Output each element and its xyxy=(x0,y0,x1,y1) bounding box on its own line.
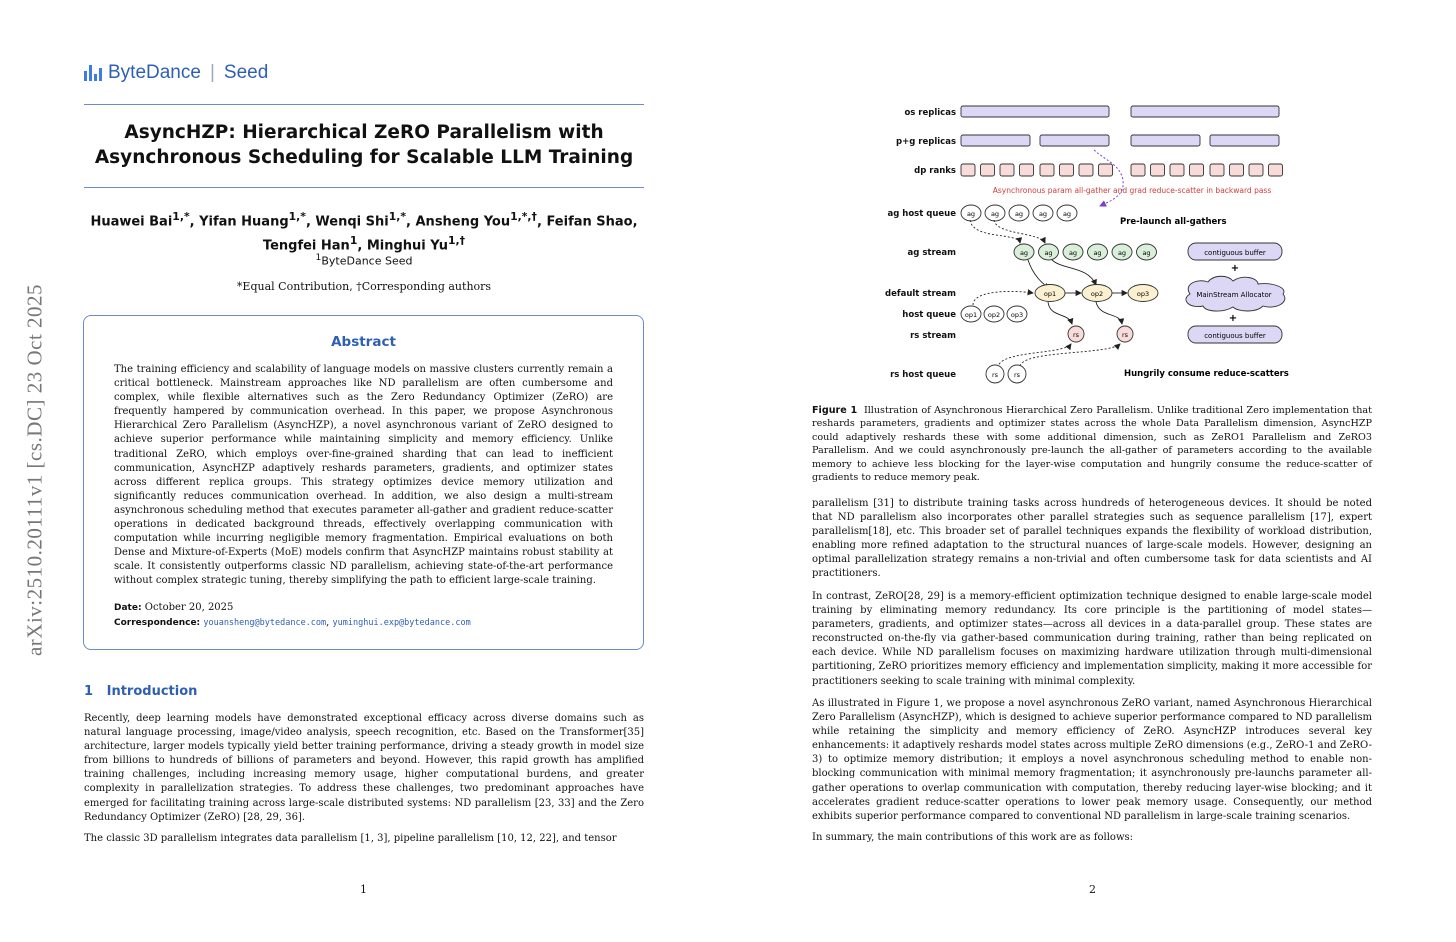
ag-label: ag xyxy=(1093,249,1102,257)
ag-label: ag xyxy=(1014,210,1024,218)
svg-text:contiguous buffer: contiguous buffer xyxy=(1204,249,1266,257)
ag-label: ag xyxy=(1019,249,1029,257)
email-link[interactable]: youansheng@bytedance.com xyxy=(203,618,327,628)
brand-name: ByteDance xyxy=(108,62,201,83)
title-rule xyxy=(84,187,644,188)
ag-label: ag xyxy=(1142,249,1151,257)
dp-rank-box xyxy=(1099,164,1113,176)
dp-rank-box xyxy=(1230,164,1244,176)
hungrily-label: Hungrily consume reduce-scatters xyxy=(1124,369,1289,379)
op-label: op3 xyxy=(1010,311,1024,319)
pg-replica-bar xyxy=(1131,135,1200,146)
section-heading-introduction: 1 Introduction xyxy=(84,684,198,699)
svg-text:rs: rs xyxy=(991,371,999,379)
intro-paragraph-2: The classic 3D parallelism integrates data parallelism [1, 3], pipeline parallelism [10, 12, 22], and tensor xyxy=(84,833,617,844)
dp-rank-box xyxy=(1020,164,1034,176)
pg-replica-bar xyxy=(1210,135,1279,146)
dp-rank-box xyxy=(1170,164,1184,176)
dp-rank-box xyxy=(1060,164,1074,176)
ag-label: ag xyxy=(1044,249,1053,257)
dp-rank-box xyxy=(1210,164,1224,176)
affiliation: $^1$ByteDance Seed xyxy=(315,252,413,268)
ag-label: ag xyxy=(1062,210,1072,218)
row-label: p+g replicas xyxy=(896,137,956,147)
row-label: ag stream xyxy=(907,248,956,258)
author: Ansheng You xyxy=(415,214,511,230)
page2-paragraph-2: In contrast, ZeRO[28, 29] is a memory-efficient optimization technique designed to enable large-scale model training by eliminating memory redundancy. Its core principle is the partitioning of model states—parameters, gradients, and optimizer states—across all devices in a data-parallel group. These states are reconstructed on-the-fly via gather-based communication during training, rather than being replicated on each device. While ND parallelism focuses on maximizing hardware utilization through multi-dimensional partitioning, ZeRO prioritizes memory efficiency and implementation simplicity, making it more accessible for practitioners seeking to scale training with minimal complexity. xyxy=(812,591,1372,687)
dp-rank-box xyxy=(1269,164,1283,176)
op-label: op2 xyxy=(1090,290,1104,298)
ag-label: ag xyxy=(1068,249,1078,257)
date-line: Date: October 20, 2025 xyxy=(114,602,234,613)
abstract-body: The training efficiency and scalability of language models on massive clusters currently remain a critical bottleneck. Mainstream approaches like ND parallelism are often cumbersome and complex, while flexible alternatives such as the Zero Redundancy Optimizer (ZeRO) are frequently hampered by communication overhead. In this paper, we propose Asynchronous Hierarchical Zero Parallelism (AsyncHZP), a novel asynchronous variant of ZeRO designed to achieve superior performance while maintaining simplicity and memory efficiency. Unlike traditional ZeRO, which employs over-fine-grained sharding that can lead to inefficient communication, AsyncHZP adaptively reshards parameters, gradients, and optimizer states across different replica groups. This strategy optimizes device memory utilization and significantly reduces communication overhead. In addition, we also design a multi-stream asynchronous scheduling method that executes parameter all-gather and gradient reduce-scatter operations in dedicated background threads, effectively overlapping communication with computation while incurring negligible memory fragmentation. Empirical evaluations on both Dense and Mixture-of-Experts (MoE) models confirm that AsyncHZP maintains robust stability at scale. It consistently outperforms classic ND parallelism, achieving state-of-the-art performance without complex strategic tuning, thereby simplifying the path to efficient large-scale training. xyxy=(114,364,613,587)
correspondence-line: Correspondence: youansheng@bytedance.com, yuminghui.exp@bytedance.com xyxy=(114,617,471,628)
row-label: default stream xyxy=(885,289,956,299)
svg-text:+: + xyxy=(1230,263,1240,274)
row-label: dp ranks xyxy=(914,166,956,176)
bytedance-seed-logo xyxy=(84,62,268,84)
page2-paragraph-3: As illustrated in Figure 1, we propose a novel asynchronous ZeRO variant, named Asynchronous Hierarchical Zero Parallelism (AsyncHZP), which is designed to achieve superior performance compared to ND parallelism while retaining the simplicity and memory efficiency of ZeRO. AsyncHZP introduces several key enhancements: it adaptively reshards model states across multiple ZeRO dimensions (e.g., ZeRO-1 and ZeRO-3) to optimize memory distribution; it employs a novel asynchronous scheduling method to enable non-blocking communication with minimal memory fragmentation; it asynchronously pre-launchs parameter all-gather operations to overlap communication with computation, thereby reducing layer-wise blocking; and it accelerates gradient reduce-scatter operations to lower peak memory usage. Consequently, our method exhibits superior performance compared to conventional ND parallelism in large-scale training scenarios. xyxy=(812,698,1372,822)
figure-1-caption: Figure 1 Illustration of Asynchronous Hierarchical Zero Parallelism. Unlike traditional Zero implementation that reshards parameters, gradients and optimizer states across the whole Data Parallelism dimension, AsyncHZP could adaptively reshards these with some additional dimension, such as ZeRO1 Parallelism and ZeRO3 Parallelism. And we could asynchronously pre-launch the all-gather of parameters according to the available memory to achieve less blocking for the layer-wise computation and hungrily consume the reduce-scatter of gradients to reduce memory peak. xyxy=(812,405,1372,484)
dp-rank-box xyxy=(961,164,975,176)
svg-text:MainStream Allocator: MainStream Allocator xyxy=(1196,291,1272,299)
paper-title: AsyncHZP: Hierarchical ZeRO Parallelism with Asynchronous Scheduling for Scalable LLM Training xyxy=(94,122,634,168)
dp-rank-box xyxy=(1000,164,1014,176)
pg-replica-bar xyxy=(1040,135,1109,146)
dp-rank-box xyxy=(1249,164,1263,176)
author: Minghui Yu xyxy=(366,238,448,254)
email-link[interactable]: yuminghui.exp@bytedance.com xyxy=(332,618,471,628)
os-replica-bar xyxy=(1131,106,1279,117)
dp-rank-box xyxy=(1131,164,1145,176)
dp-rank-box xyxy=(1079,164,1093,176)
dp-rank-box xyxy=(1040,164,1054,176)
author-list: Huawei Bai$^{1,*}$, Yifan Huang$^{1,*}$, Wenqi Shi$^{1,*}$, Ansheng You$^{1,*,\dagger}$, Feifan Shao, Tengfei Han$^1$, Minghui $Yu^{1,\dagger}$ xyxy=(90,210,638,254)
svg-text:rs: rs xyxy=(1121,331,1129,339)
arxiv-sidebar-stamp: arXiv:2510.20111v1 [cs.DC] 23 Oct 2025 xyxy=(22,283,47,657)
svg-text:rs: rs xyxy=(1013,371,1021,379)
abstract-box xyxy=(83,315,644,650)
os-replica-bar xyxy=(961,106,1109,117)
row-label: rs stream xyxy=(910,331,956,341)
dp-rank-box xyxy=(1151,164,1165,176)
svg-text:+: + xyxy=(1228,313,1238,324)
async-note: Asynchronous param all-gather and grad reduce-scatter in backward pass xyxy=(992,186,1272,195)
top-rule xyxy=(84,104,644,105)
author: Huawei Bai xyxy=(90,214,173,230)
page2-paragraph-4: In summary, the main contributions of this work are as follows: xyxy=(812,832,1134,843)
ag-label: ag xyxy=(1117,249,1127,257)
page-2 xyxy=(728,0,1456,942)
dp-rank-box xyxy=(1190,164,1204,176)
page-number: 2 xyxy=(1089,883,1096,896)
row-label: os replicas xyxy=(904,108,956,118)
page2-paragraph-1: parallelism [31] to distribute training tasks across hundreds of heterogeneous devices. It should be noted that ND parallelism also incorporates other parallel strategies such as sequence parallelism [17], expert parallelism[18], etc. This broader set of parallel techniques expands the flexibility of workload distribution, enabling more refined adaptation to the structural nuances of large-scale models. However, designing an optimal parallelization strategy remains a non-trivial and often cumbersome task for data scientists and AI practitioners. xyxy=(812,498,1372,580)
page-number: 1 xyxy=(360,883,367,896)
ag-label: ag xyxy=(1038,210,1048,218)
author: Feifan Shao xyxy=(546,214,633,230)
author: Tengfei Han xyxy=(262,238,350,254)
op-label: op3 xyxy=(1136,290,1150,298)
abstract-heading: Abstract xyxy=(331,334,396,350)
pg-replica-bar xyxy=(961,135,1030,146)
brand-separator: | xyxy=(209,62,215,83)
svg-text:rs: rs xyxy=(1072,331,1080,339)
prelaunch-label: Pre-launch all-gathers xyxy=(1120,217,1227,227)
async-arrow xyxy=(1094,150,1123,206)
brand-sub: Seed xyxy=(223,62,269,83)
row-label: ag host queue xyxy=(887,209,956,219)
ag-label: ag xyxy=(990,210,1000,218)
contribution-note: *Equal Contribution, †Corresponding authors xyxy=(236,280,492,293)
author: Yifan Huang xyxy=(199,214,289,230)
row-label: rs host queue xyxy=(890,370,956,380)
row-label: host queue xyxy=(902,310,956,320)
figure-1-diagram xyxy=(728,0,1456,400)
ag-label: ag xyxy=(966,210,976,218)
bytedance-logo-icon xyxy=(84,65,102,81)
author: Wenqi Shi xyxy=(315,214,389,230)
op-label: op1 xyxy=(964,311,978,319)
dp-rank-box xyxy=(981,164,995,176)
op-label: op1 xyxy=(1043,290,1057,298)
op-label: op2 xyxy=(987,311,1001,319)
svg-text:contiguous buffer: contiguous buffer xyxy=(1204,332,1266,340)
intro-paragraph-1: Recently, deep learning models have demonstrated exceptional efficacy across diverse domains such as natural language processing, image/video analysis, speech recognition, etc. Based on the Transformer[35] architecture, larger models typically yield better training performance, driving a steady growth in model size from billions to hundreds of billions of parameters and beyond. However, this rapid growth has amplified training challenges, including increasing memory usage, higher computational burdens, and greater complexity in parallelization strategies. To address these challenges, two predominant approaches have emerged for facilitating training across large-scale distributed systems: ND parallelism [23, 33] and the Zero Redundancy Optimizer (ZeRO) [28, 29, 36]. xyxy=(84,713,644,823)
